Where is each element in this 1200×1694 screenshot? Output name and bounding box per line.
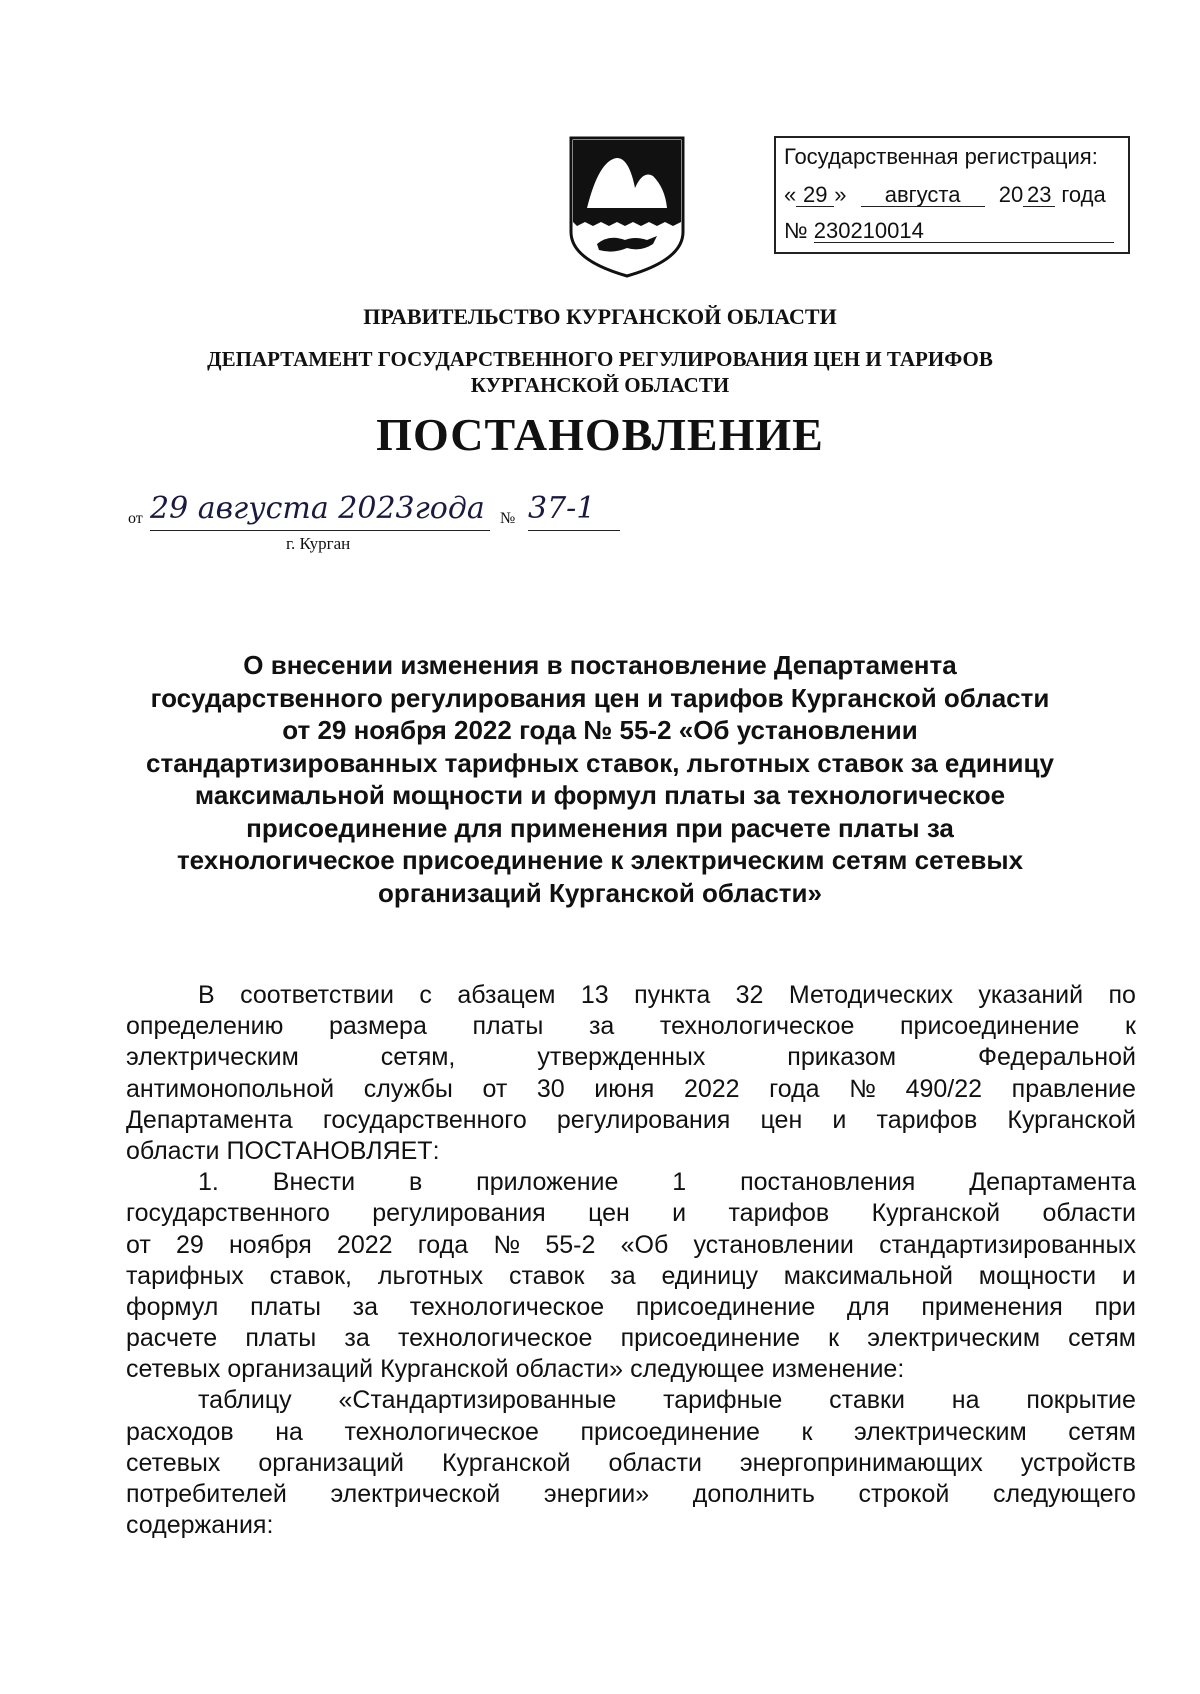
body-word: 1 (672, 1168, 687, 1197)
subject-line: О внесении изменения в постановление Департамента (243, 650, 957, 680)
body-word: Федеральной (978, 1043, 1136, 1072)
body-word: присоединение (635, 1292, 816, 1321)
body-word: 490/22 (905, 1074, 983, 1103)
body-word: регулирования (372, 1199, 546, 1228)
department-title (0, 346, 1200, 398)
body-word: применения (921, 1292, 1063, 1321)
body-word: за (610, 1261, 636, 1290)
body-line (126, 1198, 1136, 1229)
body-word: 1. (198, 1168, 219, 1197)
body-word: технологическое (344, 1417, 539, 1446)
body-word: № (849, 1074, 876, 1103)
body-word: за (588, 1012, 615, 1041)
registration-century: 20 (998, 182, 1024, 207)
body-line (126, 1323, 1136, 1354)
body-word: 30 (536, 1074, 565, 1103)
body-word: следующего (993, 1480, 1136, 1508)
body-line (126, 1510, 1136, 1541)
body-word: 55-2 (545, 1230, 596, 1259)
body-word: ставок (508, 1261, 585, 1290)
body-word: В (198, 981, 215, 1009)
body-word: организаций (258, 1448, 405, 1477)
body-word: присоединение (900, 1012, 1080, 1041)
subject-line: от 29 ноября 2022 года № 55-2 «Об установлении (282, 715, 918, 745)
body-word: цен (588, 1199, 630, 1228)
body-word: стандартизированных (879, 1230, 1136, 1259)
body-word: сетевых (126, 1355, 221, 1384)
body-word: сетям (1068, 1324, 1136, 1353)
body-word: присоединение (620, 1324, 800, 1353)
body-line (126, 980, 1136, 1011)
subject-line: максимальной мощности и формул платы за технологическое (194, 780, 1006, 810)
body-word: Департамента (126, 1105, 293, 1134)
body-word: от (482, 1074, 508, 1103)
body-word: технологическое (409, 1292, 605, 1321)
body-line (126, 1417, 1136, 1448)
registration-title: Государственная регистрация: (784, 144, 1098, 169)
body-word: государственного (322, 1105, 527, 1134)
body-word: 13 (580, 981, 609, 1009)
body-word: определению (126, 1012, 284, 1041)
body-word: тарифных (126, 1261, 244, 1290)
registration-year-suffix: года (1061, 182, 1106, 207)
body-word: энергопринимающих (739, 1448, 983, 1477)
body-word: ставок, (269, 1261, 353, 1290)
body-word: указаний (978, 981, 1084, 1009)
body-word: сетям, (380, 1043, 456, 1072)
body-word: в (408, 1168, 423, 1197)
document-type-title: ПОСТАНОВЛЕНИЕ (376, 409, 824, 460)
body-word: платы (250, 1292, 321, 1321)
body-word: единицу (661, 1261, 758, 1290)
number-sign: № (500, 510, 516, 527)
body-word: покрытие (1026, 1386, 1136, 1415)
body-word: тарифов (876, 1105, 978, 1134)
registration-date (784, 182, 1106, 208)
date-prefix: от (128, 510, 143, 527)
body-word: таблицу (198, 1386, 292, 1415)
body-line (126, 1042, 1136, 1073)
body-word: ПОСТАНОВЛЯЕТ: (226, 1136, 440, 1165)
body-word: соответствии (240, 981, 394, 1009)
registration-day: 29 (796, 184, 834, 207)
date-number-line (128, 488, 648, 558)
body-word: государственного (126, 1199, 330, 1228)
body-word: содержания: (126, 1511, 274, 1540)
body-word: к (828, 1324, 840, 1353)
registration-month: августа (861, 184, 985, 207)
body-line (126, 1105, 1136, 1136)
body-word: № (493, 1230, 521, 1259)
handwritten-date: 29 августа 2023года (150, 488, 490, 531)
body-word: регулирования (556, 1105, 731, 1134)
body-word: электрическим (853, 1417, 1027, 1446)
registration-number-sign: № (784, 218, 808, 243)
body-word: технологическое (397, 1324, 593, 1353)
body-word: 2022 (683, 1074, 740, 1103)
body-word: 29 (176, 1230, 204, 1259)
body-word: электрическим (867, 1324, 1041, 1353)
body-word: области (126, 1136, 220, 1165)
department-title-line1: ДЕПАРТАМЕНТ ГОСУДАРСТВЕННОГО РЕГУЛИРОВАНИЯ ЦЕН И ТАРИФОВ (207, 347, 993, 371)
body-word: ноября (229, 1230, 312, 1259)
body-word: 32 (735, 981, 764, 1009)
body-word: электрической (330, 1480, 501, 1508)
body-word: области (1042, 1199, 1136, 1228)
city-label: г. Курган (286, 534, 351, 553)
body-word: июня (594, 1074, 655, 1103)
body-word: и (672, 1199, 687, 1228)
coat-of-arms-emblem (569, 136, 685, 278)
body-word: постановления (740, 1168, 916, 1197)
body-word: расходов (126, 1417, 234, 1446)
body-word: «Об (620, 1230, 669, 1259)
body-line (126, 1074, 1136, 1105)
body-word: года (417, 1230, 469, 1259)
body-word: по (1108, 981, 1136, 1009)
body-word: пункта (634, 981, 711, 1009)
handwritten-number: 37-1 (528, 488, 620, 531)
body-line (126, 1230, 1136, 1261)
body-word: потребителей (126, 1480, 287, 1508)
body-line (126, 1448, 1136, 1479)
body-word: к (1125, 1012, 1136, 1041)
body-word: изменение: (771, 1355, 905, 1384)
body-word: максимальной (783, 1261, 953, 1290)
body-word: устройств (1020, 1448, 1136, 1477)
body-word: приложение (476, 1168, 619, 1197)
body-word: льготных (377, 1261, 484, 1290)
body-word: строкой (858, 1480, 950, 1508)
registration-stamp (774, 136, 1130, 254)
body-word: Методических (788, 981, 953, 1009)
body-line (126, 1167, 1136, 1198)
subject-line: технологическое присоединение к электрическим сетям сетевых (176, 845, 1024, 875)
registration-year: 23 (1023, 184, 1055, 207)
body-word: электрическим (126, 1043, 299, 1072)
kurgan-coat-of-arms-icon (569, 136, 685, 278)
subject-line: государственного регулирования цен и тарифов Курганской области (150, 682, 1050, 713)
body-word: расчете (126, 1324, 218, 1353)
body-line (126, 1292, 1136, 1323)
body-word: платы (245, 1324, 317, 1353)
body-word: и (1121, 1261, 1136, 1290)
body-word: к (801, 1417, 813, 1446)
body-word: приказом (787, 1043, 897, 1072)
body-word: Курганской (1007, 1105, 1136, 1134)
body-word: области» (515, 1355, 624, 1384)
body-line (126, 1261, 1136, 1292)
body-word: технологическое (659, 1012, 855, 1041)
body-word: ставки (829, 1386, 905, 1415)
open-quote: « (784, 182, 797, 207)
body-word: Курганской (441, 1448, 571, 1477)
registration-number-line (784, 218, 1114, 244)
body-word: тарифные (663, 1386, 783, 1415)
body-word: за (344, 1324, 370, 1353)
body-word: за (352, 1292, 379, 1321)
body-word: установлении (693, 1230, 854, 1259)
body-word: на (951, 1386, 980, 1415)
body-line (126, 1011, 1136, 1042)
body-word: мощности (978, 1261, 1097, 1290)
body-line (126, 1136, 1136, 1167)
body-word: утвержденных (537, 1043, 706, 1072)
body-word: Курганской (871, 1199, 1001, 1228)
body-word: правление (1011, 1074, 1136, 1103)
body-word: службы (363, 1074, 453, 1103)
government-title: ПРАВИТЕЛЬСТВО КУРГАНСКОЙ ОБЛАСТИ (363, 304, 837, 329)
body-word: следующее (630, 1355, 765, 1384)
subject-line: стандартизированных тарифных ставок, льготных ставок за единицу (146, 747, 1054, 778)
document-body (126, 980, 1136, 1541)
document-subject (120, 649, 1080, 909)
body-word: дополнить (692, 1480, 815, 1508)
registration-number: 230210014 (814, 220, 1114, 243)
body-word: Департамента (969, 1168, 1136, 1197)
body-word: размера (328, 1012, 427, 1041)
body-word: «Стандартизированные (338, 1386, 617, 1415)
body-word: года (769, 1074, 820, 1103)
department-title-line2: КУРГАНСКОЙ ОБЛАСТИ (470, 373, 730, 397)
body-line (126, 1354, 1136, 1385)
body-word: организаций (227, 1355, 374, 1384)
body-line (126, 1479, 1136, 1510)
body-word: сетям (1068, 1417, 1136, 1446)
body-word: абзацем (457, 981, 556, 1009)
body-word: 2022 (336, 1230, 393, 1259)
body-word: присоединение (580, 1417, 760, 1446)
body-line (126, 1385, 1136, 1416)
body-word: при (1094, 1292, 1136, 1321)
body-word: энергии» (543, 1480, 650, 1508)
subject-line: присоединение для применения при расчете платы за (246, 812, 954, 843)
subject-line: организаций Курганской области» (378, 877, 822, 908)
body-word: Внести (272, 1168, 356, 1197)
body-word: на (275, 1417, 303, 1446)
body-word: Курганской (380, 1355, 509, 1384)
body-word: и (832, 1105, 847, 1134)
body-word: цен (760, 1105, 803, 1134)
close-quote: » (834, 182, 847, 207)
body-word: тарифов (728, 1199, 830, 1228)
body-word: антимонопольной (126, 1074, 335, 1103)
body-word: с (419, 981, 432, 1009)
body-word: области (608, 1448, 702, 1477)
body-word: от (126, 1230, 151, 1259)
body-word: для (846, 1292, 890, 1321)
body-word: формул (126, 1292, 219, 1321)
body-word: платы (472, 1012, 544, 1041)
body-word: сетевых (126, 1448, 221, 1477)
